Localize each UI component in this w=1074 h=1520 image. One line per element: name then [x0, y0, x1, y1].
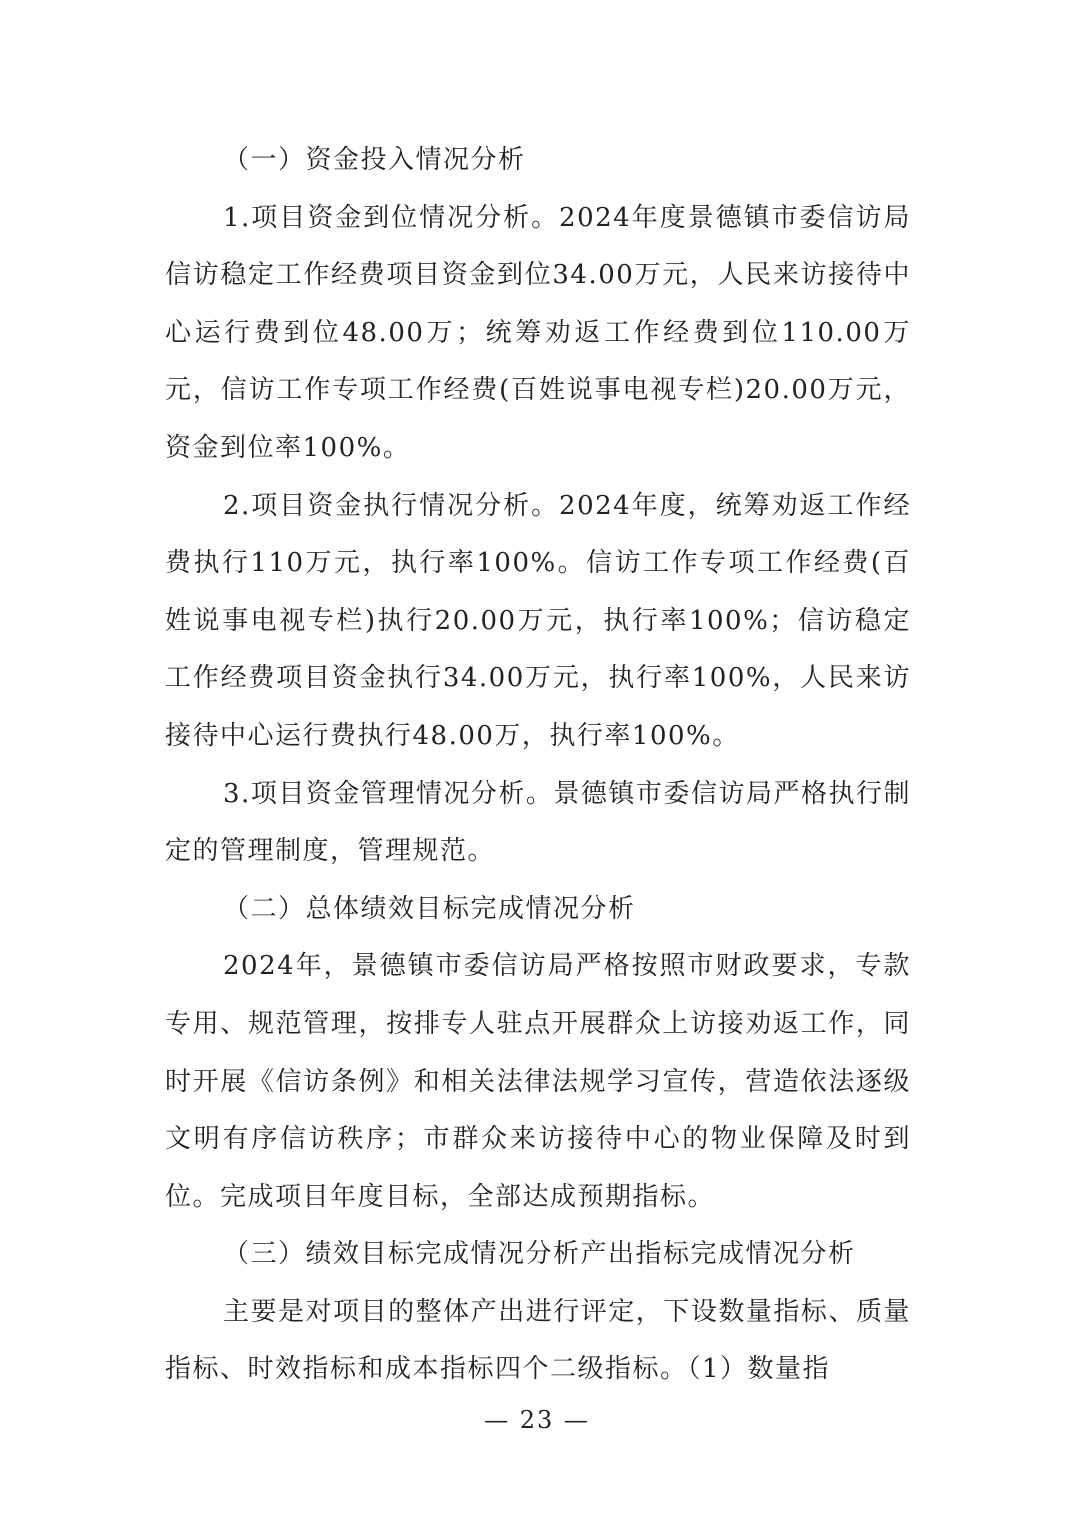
paragraph-overall-goals: 2024年，景德镇市委信访局严格按照市财政要求，专款专用、规范管理，按排专人驻点开展群众上访接劝返工作，同时开展《信访条例》和相关法律法规学习宣传，营造依法逐级文明有序信访秩序；市群众来访接待中心的物业保障及时到位。完成项目年度目标，全部达成预期指标。 — [165, 951, 911, 1212]
section-heading-funding-input: （一）资金投入情况分析 — [223, 145, 526, 175]
paragraph-funds-execution: 2.项目资金执行情况分析。2024年度，统筹劝返工作经费执行110万元，执行率100%。信访工作专项工作经费(百姓说事电视专栏)执行20.00万元，执行率100%；信访稳定工作经费项目资金执行34.00万元，执行率100%，人民来访接待中心运行费执行48.00万，执行率100%。 — [165, 490, 911, 751]
paragraph-output-indicators: 主要是对项目的整体产出进行评定，下设数量指标、质量指标、时效指标和成本指标四个二级指标。（1）数量指 — [165, 1296, 911, 1385]
section-heading-output-indicators: （三）绩效目标完成情况分析产出指标完成情况分析 — [223, 1239, 856, 1270]
paragraph-funds-arrival: 1.项目资金到位情况分析。2024年度景德镇市委信访局信访稳定工作经费项目资金到位34.00万元，人民来访接待中心运行费到位48.00万；统筹劝返工作经费到位110.00万元，信访工作专项工作经费(百姓说事电视专栏)20.00万元，资金到位率100%。 — [165, 202, 911, 463]
document-body — [165, 132, 911, 1399]
section-heading-overall-goals: （二）总体绩效目标完成情况分析 — [223, 893, 636, 924]
paragraph-funds-management: 3.项目资金管理情况分析。景德镇市委信访局严格执行制定的管理制度，管理规范。 — [165, 778, 911, 867]
page-number: — 23 — — [484, 1406, 590, 1434]
